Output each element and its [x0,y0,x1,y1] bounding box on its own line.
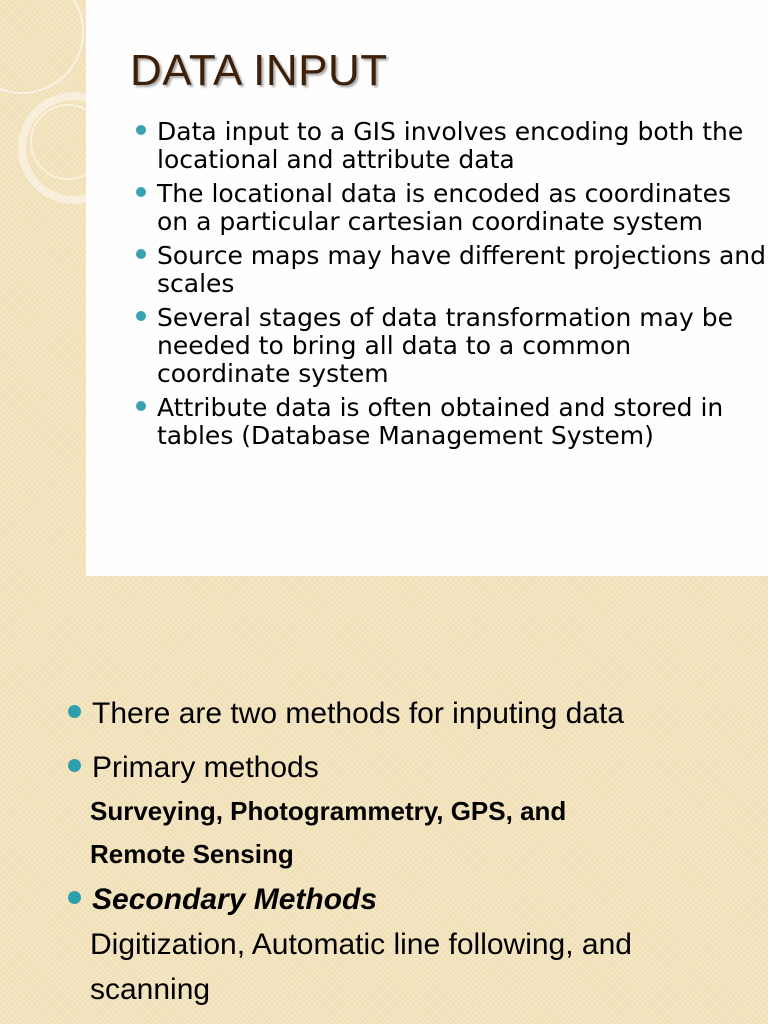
bullet-list [136,118,766,456]
bullet-icon [136,125,146,135]
bullet-icon [68,759,81,772]
list-item [68,750,748,786]
slide-1 [86,0,768,576]
primary-methods-label: Primary methods [92,751,319,784]
bullet-text: There are two methods for inputing data [92,697,624,730]
bullet-icon [136,401,146,411]
bullet-icon [68,891,81,904]
slide-title: DATA INPUT [130,46,388,95]
list-item [136,394,766,450]
list-item [136,242,766,298]
list-item [68,882,748,918]
slide-2 [0,576,768,1024]
bullet-icon [68,705,81,718]
list-item [136,180,766,236]
bullet-text: Data input to a GIS involves encoding both the locational and attribute data [157,117,744,174]
primary-methods-detail: Surveying, Photogrammetry, GPS, and Remote Sensing [90,796,567,869]
bullet-icon [136,187,146,197]
bullet-list [68,696,748,1012]
bullet-text: The locational data is encoded as coordinates on a particular cartesian coordinate system [157,179,732,236]
list-item [136,118,766,174]
bullet-icon [136,311,146,321]
bullet-text: Several stages of data transformation may be needed to bring all data to a common coordinate system [157,303,733,388]
bullet-icon [136,249,146,259]
list-item [68,696,748,732]
decorative-ring [0,0,84,94]
bullet-text: Source maps may have different projections and scales [157,241,767,298]
bullet-text: Attribute data is often obtained and stored in tables (Database Management System) [157,393,724,450]
secondary-methods-label: Secondary Methods [92,883,378,916]
secondary-methods-detail: Digitization, Automatic line following, and scanning [90,928,632,1006]
list-item [136,304,766,388]
